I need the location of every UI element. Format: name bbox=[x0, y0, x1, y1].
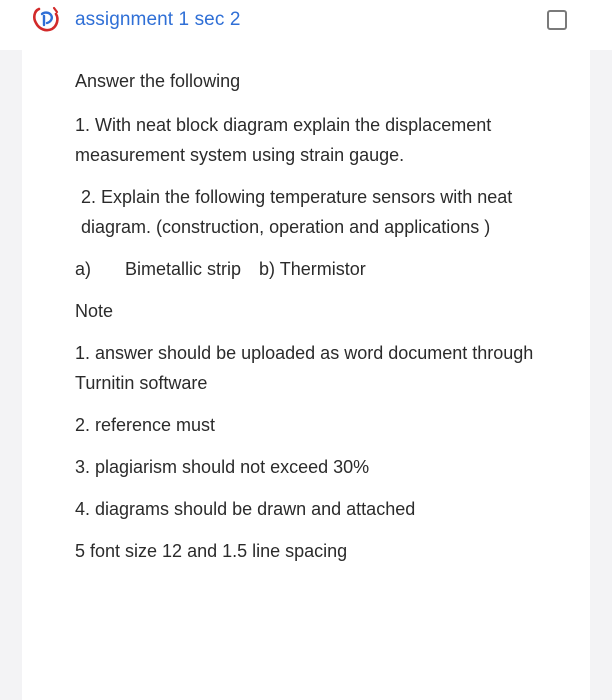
option-a-text: Bimetallic strip bbox=[125, 259, 242, 279]
intro-text: Answer the following bbox=[75, 71, 241, 91]
option-b: b) Thermistor bbox=[259, 259, 366, 279]
header-bar bbox=[0, 0, 612, 50]
note-item-4: 4. diagrams should be drawn and attached bbox=[75, 499, 416, 519]
note-item-3: 3. plagiarism should not exceed 30% bbox=[75, 457, 370, 477]
question-1: 1. With neat block diagram explain the displacement measurement system using strain gauge. bbox=[75, 115, 492, 165]
note-label: Note bbox=[75, 301, 114, 321]
question-2-options bbox=[75, 254, 575, 284]
question-2: 2. Explain the following temperature sensors with neat diagram. (construction, operation and applications ) bbox=[81, 187, 513, 237]
note-item-1: 1. answer should be uploaded as word document through Turnitin software bbox=[75, 343, 534, 393]
note-item-2: 2. reference must bbox=[75, 415, 216, 435]
page-title: assignment 1 sec 2 bbox=[75, 9, 241, 30]
note-item-5: 5 font size 12 and 1.5 line spacing bbox=[75, 541, 348, 561]
assignment-app-icon[interactable] bbox=[30, 5, 62, 37]
assignment-content bbox=[75, 66, 575, 566]
square-box-icon[interactable] bbox=[547, 10, 567, 30]
option-a-label: a) bbox=[75, 259, 92, 279]
